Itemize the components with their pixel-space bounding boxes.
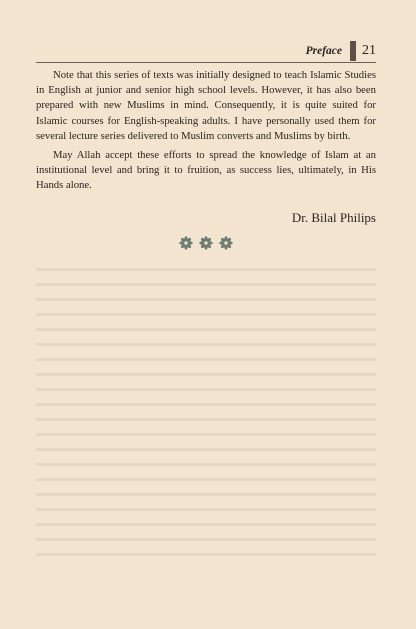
header-rule (36, 62, 376, 63)
flower-ornament-icon (219, 236, 233, 250)
page-number: 21 (362, 43, 376, 58)
ornament-row (36, 236, 376, 250)
page-header (36, 40, 376, 62)
paragraph: Note that this series of texts was initially designed to teach Islamic Studies in English at junior and senior high school levels. However, it has also been prepared with new Muslims in mind. Consequently, it is quite suited for Islamic courses for English-speaking adults. I have personally used them for several lecture series delivered to Muslim converts and Muslims by birth. (36, 69, 376, 142)
bleed-through-text (36, 268, 376, 568)
flower-ornament-icon (199, 236, 213, 250)
paragraph: May Allah accept these efforts to spread the knowledge of Islam at an institutional level and bring it to fruition, as success lies, ultimately, in His Hands alone. (36, 149, 376, 192)
flower-ornament-icon (179, 236, 193, 250)
author-signature: Dr. Bilal Philips (291, 209, 376, 225)
header-bar (350, 41, 356, 61)
preface-body (36, 68, 376, 250)
section-title: Preface (305, 45, 342, 57)
